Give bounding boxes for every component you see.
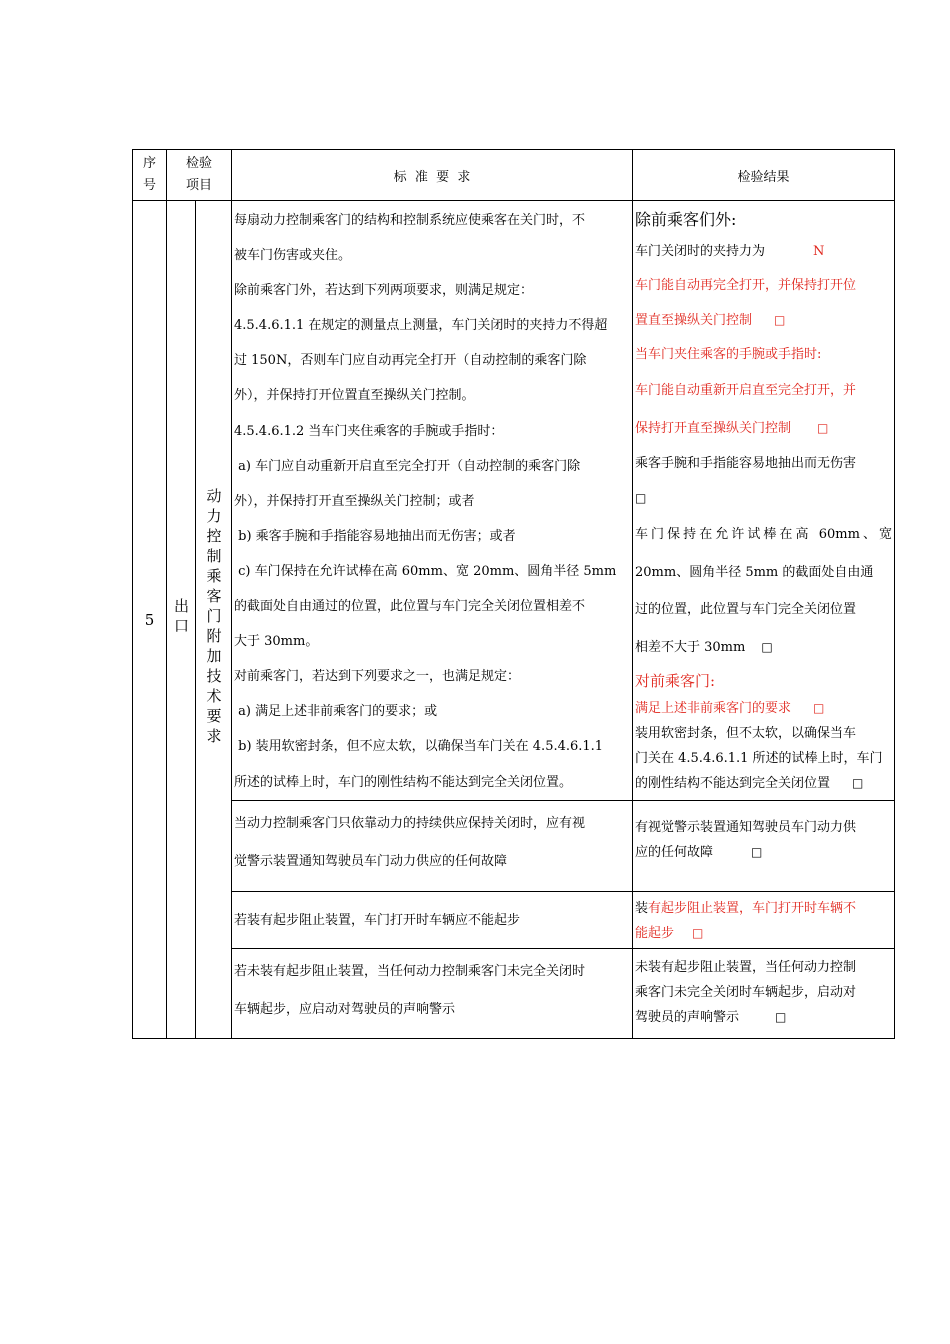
standard-block-2-line: 觉警示装置通知驾驶员车门动力供应的任何故障 xyxy=(234,854,508,869)
standard-block-1-line: 外），并保持打开位置直至操纵关门控制。 xyxy=(234,388,475,404)
checkbox-reopen2[interactable]: □ xyxy=(817,420,829,435)
standard-block-1-line: 外），并保持打开直至操纵关门控制；或者 xyxy=(234,493,475,509)
standard-block-4 xyxy=(232,949,633,1039)
standard-block-1-lines xyxy=(232,203,632,800)
standard-block-2-lines xyxy=(232,805,632,881)
row-item: 出口 xyxy=(167,201,196,1039)
requirement-row-2 xyxy=(133,801,895,892)
result-block-2-line-2: 应的任何故障 □ xyxy=(635,845,763,860)
row-subitem: 动力控制乘客门附加技术要求 xyxy=(196,201,232,1039)
requirement-row-3 xyxy=(133,892,895,949)
requirement-row xyxy=(133,201,895,801)
result-block-1 xyxy=(633,201,895,801)
header-result: 检验结果 xyxy=(633,150,895,201)
result-withdraw-checkbox-line xyxy=(633,481,894,516)
requirement-row-4 xyxy=(133,949,895,1039)
checkbox-reopen[interactable]: □ xyxy=(774,313,786,327)
checkbox-seal[interactable]: □ xyxy=(852,776,864,790)
checkbox-withdraw[interactable]: □ xyxy=(635,491,647,505)
standard-block-1-line: 被车门伤害或夹住。 xyxy=(234,248,352,264)
result-rod-line-4: 相差不大于 30mm □ xyxy=(635,639,773,655)
result-reopen2-line-2: 保持打开直至操纵关门控制 □ xyxy=(635,420,829,436)
checkbox-meet-above[interactable]: □ xyxy=(813,701,825,715)
inspection-table xyxy=(132,149,895,1039)
standard-block-1-line: 过 150N，否则车门应自动再完全打开（自动控制的乘客门除 xyxy=(234,353,587,369)
standard-block-3-lines xyxy=(232,908,632,933)
standard-block-1-line: b) 乘客手腕和手指能容易地抽出而无伤害；或者 xyxy=(234,528,516,544)
result-block-2 xyxy=(633,801,895,892)
result-block-4-line-3: 驾驶员的声响警示 □ xyxy=(635,1010,787,1025)
standard-block-3 xyxy=(232,892,633,949)
result-block-4 xyxy=(633,949,895,1039)
result-seal-line-1: 装用软密封条，但不太软，以确保当车 xyxy=(635,726,857,741)
result-reopen-line-1: 车门能自动再完全打开，并保持打开位 xyxy=(635,278,857,293)
result-rod-line-3: 过的位置，此位置与车门完全关闭位置 xyxy=(635,602,857,617)
checkbox-rod[interactable]: □ xyxy=(761,639,773,654)
standard-block-1-line: b) 装用软密封条，但不应太软，以确保当车门关在 4.5.4.6.1.1 xyxy=(234,739,604,755)
standard-block-4-line: 若未装有起步阻止装置，当任何动力控制乘客门未完全关闭时 xyxy=(234,964,586,979)
standard-block-1-line: 对前乘客门，若达到下列要求之一，也满足规定： xyxy=(234,669,521,685)
header-row xyxy=(133,150,895,201)
standard-block-3-line: 若装有起步阻止装置，车门打开时车辆应不能起步 xyxy=(234,912,521,928)
result-seal-line-2: 门关在 4.5.4.6.1.1 所述的试棒上时，车门 xyxy=(635,751,883,766)
standard-block-2-line: 当动力控制乘客门只依靠动力的持续供应保持关闭时，应有视 xyxy=(234,816,586,831)
header-standard: 标 准 要 求 xyxy=(232,150,633,201)
row-seq: 5 xyxy=(133,201,167,1039)
result-seal-line-3: 的刚性结构不能达到完全关闭位置 □ xyxy=(635,776,864,791)
header-item: 检验项目 xyxy=(167,150,232,201)
result-block-3-line-2: 能起步 □ xyxy=(635,926,704,941)
standard-block-1-line: a) 满足上述非前乘客门的要求；或 xyxy=(234,704,438,720)
standard-block-1-line: a) 车门应自动重新开启直至完全打开（自动控制的乘客门除 xyxy=(234,458,581,474)
standard-block-4-line: 车辆起步，应启动对驾驶员的声响警示 xyxy=(234,1002,456,1017)
checkbox-visual-warning[interactable]: □ xyxy=(751,845,763,859)
result-reopen2-line-1: 车门能自动重新开启直至完全打开，并 xyxy=(635,383,857,398)
result-withdraw: 乘客手腕和手指能容易地抽出而无伤害 xyxy=(635,456,857,471)
result-block-3-line-1: 装有起步阻止装置，车门打开时车辆不 xyxy=(635,901,857,916)
header-seq: 序号 xyxy=(133,150,167,201)
result-block-2-line-1: 有视觉警示装置通知驾驶员车门动力供 xyxy=(635,820,857,835)
checkbox-audible-warning[interactable]: □ xyxy=(775,1010,787,1024)
standard-block-1-line: 4.5.4.6.1.2 当车门夹住乘客的手腕或手指时： xyxy=(234,423,504,439)
result-block-4-line-1: 未装有起步阻止装置，当任何动力控制 xyxy=(635,960,857,975)
checkbox-start-block[interactable]: □ xyxy=(692,926,704,940)
standard-block-1 xyxy=(232,201,633,801)
standard-block-4-lines xyxy=(232,953,632,1029)
result-heading-front: 对前乘客门: xyxy=(635,672,716,690)
result-block-3 xyxy=(633,892,895,949)
result-meet-above: 满足上述非前乘客门的要求 □ xyxy=(635,701,825,716)
standard-block-1-line: 4.5.4.6.1.1 在规定的测量点上测量，车门关闭时的夹持力不得超 xyxy=(234,318,608,334)
result-wrist-heading: 当车门夹住乘客的手腕或手指时: xyxy=(635,347,822,362)
result-clamp-force: 车门关闭时的夹持力为 N xyxy=(635,244,825,259)
result-heading-non-front: 除前乘客们外: xyxy=(635,210,737,229)
result-reopen-line-2: 置直至操纵关门控制 □ xyxy=(635,313,786,328)
standard-block-1-line: 除前乘客门外，若达到下列两项要求，则满足规定： xyxy=(234,283,534,299)
result-rod-line-2: 20mm、圆角半径 5mm 的截面处自由通 xyxy=(635,564,874,580)
standard-block-1-line: c) 车门保持在允许试棒在高 60mm、宽 20mm、圆角半径 5mm xyxy=(234,563,617,579)
result-block-4-line-2: 乘客门未完全关闭时车辆起步，启动对 xyxy=(635,985,857,1000)
standard-block-1-line: 大于 30mm。 xyxy=(234,634,319,650)
standard-block-1-line: 所述的试棒上时，车门的刚性结构不能达到完全关闭位置。 xyxy=(234,774,573,790)
standard-block-1-line: 每扇动力控制乘客门的结构和控制系统应使乘客在关门时，不 xyxy=(234,213,586,228)
standard-block-1-line: 的截面处自由通过的位置，此位置与车门完全关闭位置相差不 xyxy=(234,599,586,615)
result-rod-line-1: 车门保持在允许试棒在高 60mm、宽 xyxy=(635,527,892,542)
standard-block-2 xyxy=(232,801,633,892)
